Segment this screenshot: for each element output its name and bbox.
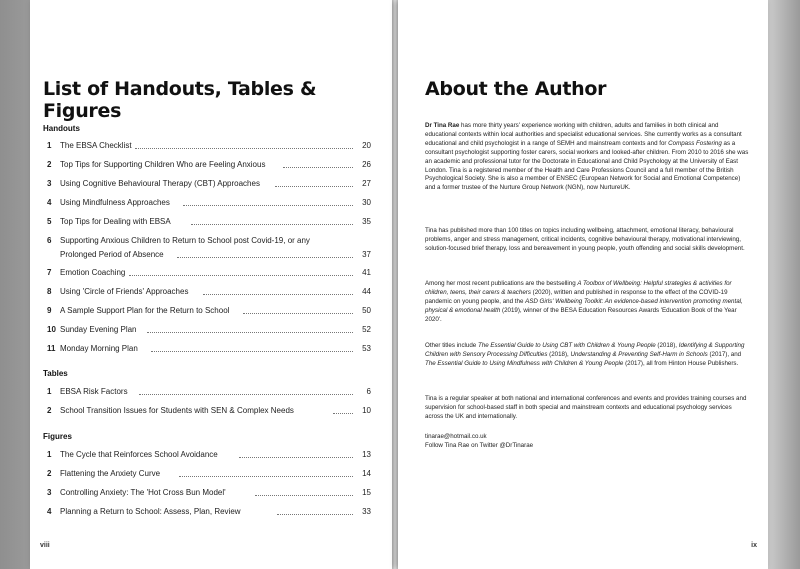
entry-number: 2 — [47, 160, 52, 169]
entry-number: 3 — [47, 179, 52, 188]
contact-email: tinarae@hotmail.co.uk — [425, 433, 487, 440]
bio-text: Among her most recent publications are the bestselling — [425, 280, 578, 287]
entry-number: 6 — [47, 236, 52, 245]
entry-title: Using Mindfulness Approaches — [60, 198, 170, 207]
entry-number: 3 — [47, 488, 52, 497]
entry-page: 30 — [362, 198, 371, 207]
entry-page: 35 — [362, 217, 371, 226]
entry-title: Monday Morning Plan — [60, 344, 138, 353]
bio-paragraph-3 — [425, 280, 750, 325]
bio-italic: Understanding & Preventing Self-Harm in Schools — [570, 350, 708, 358]
bio-italic: The Essential Guide to Using Mindfulness with Children & Young People — [425, 359, 624, 367]
entry-title: Planning a Return to School: Assess, Plan, Review — [60, 507, 241, 516]
handout-entry-6 — [43, 234, 371, 262]
bio-italic: Compass Fostering — [668, 139, 722, 147]
entry-title: Emotion Coaching — [60, 268, 126, 277]
entry-title: Top Tips for Supporting Children Who are Feeling Anxious — [60, 160, 266, 169]
entry-page: 13 — [362, 450, 371, 459]
leader-dots — [255, 495, 353, 496]
entry-page: 37 — [362, 250, 371, 259]
entry-page: 26 — [362, 160, 371, 169]
leader-dots — [135, 148, 353, 149]
entry-title: Controlling Anxiety: The 'Hot Cross Bun Model' — [60, 488, 226, 497]
entry-title: Sunday Evening Plan — [60, 325, 137, 334]
bio-text: (2018), — [655, 342, 679, 349]
bio-paragraph-5: Tina is a regular speaker at both national and international conferences and events and provides training courses and supervision for school-based staff in both special and mainstream contexts and educational psychology services across the UK and internationally. — [425, 395, 747, 420]
entry-page: 33 — [362, 507, 371, 516]
bio-italic: The Essential Guide to Using CBT with Children & Young People — [477, 342, 656, 349]
entry-page: 53 — [362, 344, 371, 353]
entry-title: The Cycle that Reinforces School Avoidance — [60, 450, 218, 459]
leader-dots — [177, 257, 353, 258]
entry-number: 1 — [47, 387, 52, 396]
tables-heading: Tables — [43, 369, 68, 378]
entry-number: 1 — [47, 141, 52, 150]
entry-title: The EBSA Checklist — [60, 141, 132, 150]
bio-paragraph-4 — [425, 342, 750, 369]
leader-dots — [275, 186, 353, 187]
entry-number: 1 — [47, 450, 52, 459]
entry-number: 9 — [47, 306, 52, 315]
bio-italic: A Toolbox of Wellbeing: Helpful strategies & activities for children, teens, their carers & teachers — [425, 280, 732, 296]
entry-page: 50 — [362, 306, 371, 315]
entry-page: 6 — [366, 387, 371, 396]
entry-number: 10 — [47, 325, 56, 334]
left-page — [30, 0, 392, 569]
entry-number: 8 — [47, 287, 52, 296]
bio-text: (2017), all from Hinton House Publishers. — [623, 359, 739, 367]
leader-dots — [151, 351, 353, 352]
leader-dots — [191, 224, 353, 225]
entry-number: 2 — [47, 406, 52, 415]
leader-dots — [283, 167, 353, 168]
entry-page: 14 — [362, 469, 371, 478]
bio-text: (2020), written and published in response to the effect of the COVID-19 pandemic on young people, and the — [425, 288, 728, 305]
toc-title: List of Handouts, Tables & Figures — [43, 78, 317, 122]
contact-twitter: Follow Tina Rae on Twitter @DrTinarae — [425, 442, 534, 449]
author-name: Dr Tina Rae — [425, 122, 460, 129]
entry-title: Using Cognitive Behavioural Therapy (CBT) Approaches — [60, 179, 260, 188]
entry-title: Using 'Circle of Friends' Approaches — [60, 287, 189, 296]
handouts-heading: Handouts — [43, 124, 80, 133]
bio-text: has more thirty years' experience working with children, adults and families in both clinical and educational contexts within local authorities and specialist educational services. She currently works as a consultant educational and child psychologist in a range of SEMH and mainstream contexts and for — [425, 122, 742, 147]
bio-text: (2018), — [547, 350, 571, 358]
page-number-left: viii — [40, 542, 50, 549]
leader-dots — [277, 514, 353, 515]
bio-text: (2017), and — [707, 350, 742, 358]
leader-dots — [147, 332, 353, 333]
entry-title: Top Tips for Dealing with EBSA — [60, 217, 171, 226]
about-author-title: About the Author — [425, 78, 607, 100]
entry-page: 15 — [362, 488, 371, 497]
leader-dots — [203, 294, 353, 295]
entry-title: EBSA Risk Factors — [60, 387, 128, 396]
entry-title: Flattening the Anxiety Curve — [60, 469, 161, 478]
leader-dots — [239, 457, 353, 458]
entry-number: 11 — [47, 344, 56, 353]
bio-italic: ASD Girls' Wellbeing Toolkit: An evidence-based intervention promoting mental, physical & emotional health — [425, 297, 743, 314]
page-number-right: ix — [751, 542, 757, 549]
entry-title: A Sample Support Plan for the Return to School — [60, 306, 230, 315]
bio-text: Other titles include — [425, 342, 478, 349]
bio-text: as a consultant psychologist supporting foster carers, social workers and looked-after children. From 2010 to 2016 she was an academic and professional tutor for the Doctorate in Educational and Child Psychology at the University of East London. Tina is a registered member of the Health and Care Professions Council and a full member of the British Psychological Society. She is also a member of ENSEC (European Network for Social and Emotional Competence) and a former trustee of the Nurture Group Network (NGN), now NurtureUK. — [425, 139, 749, 192]
bio-paragraph-1 — [425, 122, 750, 193]
bio-italic: Identifying & Supporting Children with Sensory Processing Difficulties — [425, 342, 745, 358]
entry-number: 4 — [47, 507, 52, 516]
entry-title: School Transition Issues for Students with SEN & Complex Needs — [60, 406, 294, 415]
entry-page: 10 — [362, 406, 371, 415]
leader-dots — [243, 313, 353, 314]
entry-number: 7 — [47, 268, 52, 277]
entry-page: 44 — [362, 287, 371, 296]
entry-title: Supporting Anxious Children to Return to School post Covid-19, or any — [60, 236, 310, 245]
bio-text: (2019), winner of the BESA Education Resources Awards 'Education Book of the Year 2020'. — [425, 306, 737, 323]
entry-page: 20 — [362, 141, 371, 150]
leader-dots — [139, 394, 353, 395]
leader-dots — [179, 476, 353, 477]
entry-page: 27 — [362, 179, 371, 188]
leader-dots — [183, 205, 353, 206]
entry-page: 41 — [362, 268, 371, 277]
entry-number: 2 — [47, 469, 52, 478]
leader-dots — [129, 275, 353, 276]
entry-title-continued: Prolonged Period of Absence — [60, 250, 164, 259]
leader-dots — [333, 413, 353, 414]
entry-page: 52 — [362, 325, 371, 334]
right-page — [398, 0, 768, 569]
entry-number: 5 — [47, 217, 52, 226]
entry-number: 4 — [47, 198, 52, 207]
bio-paragraph-2: Tina has published more than 100 titles on topics including wellbeing, attachment, emotional literacy, behavioural problems, anger and stress management, critical incidents, cognitive behavioural therapy, motivational interviewing, solution-focused brief therapy, loss and bereavement in young people, youth offending and social skills development. — [425, 227, 745, 252]
figures-heading: Figures — [43, 432, 72, 441]
